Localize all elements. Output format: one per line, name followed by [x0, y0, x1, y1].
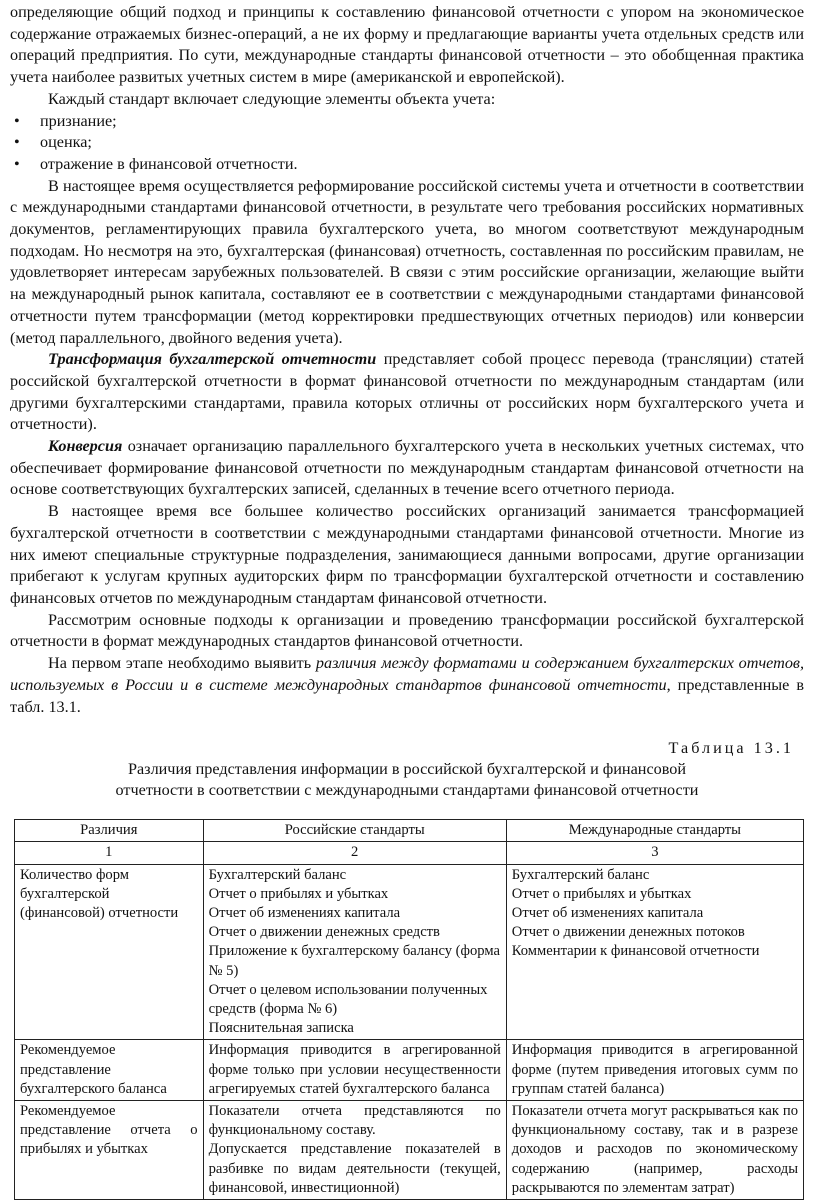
- paragraph-conversion: Конверсия означает организацию параллельного бухгалтерского учета в нескольких учетных системах, что обеспечивает формирование финансовой отчетности по международным стандартам финансовой отчетности на основе соответствующих бухгалтерских записей, сделанных в течение всего отчетного периода.: [10, 437, 804, 499]
- table-cell: Показатели отчета представляются по функциональному составу. Допускается представление показателей в разбивке по видам деятельности (текущей, финансовой, инвестиционной): [203, 1101, 506, 1200]
- table-caption-line-2: отчетности в соответствии с международными стандартами финансовой отчетности: [115, 781, 699, 800]
- paragraph-first-stage: На первом этапе необходимо выявить различия между форматами и содержанием бухгалтерских отчетов, используемых в России и в системе международных стандартов финансовой отчетности, представленные в табл. 13.1.: [10, 654, 805, 716]
- table-column-number-row: [15, 842, 804, 864]
- bullet-glyph: •: [14, 133, 20, 152]
- emphasis-differences: различия между форматами и содержанием бухгалтерских отчетов, используемых в России и в системе международных стандартов финансовой отчетности: [10, 654, 804, 694]
- table-number: Таблица 13.1: [668, 739, 794, 758]
- bullet-list: [10, 111, 804, 176]
- table-cell: Бухгалтерский баланс Отчет о прибылях и убытках Отчет об изменениях капитала Отчет о движении денежных средств Приложение к бухгалтерскому балансу (форма № 5) Отчет о целевом использовании полученных средств (форма № 6) Пояснительная записка: [203, 864, 506, 1040]
- paragraph-elements: Каждый стандарт включает следующие элементы объекта учета:: [48, 89, 496, 108]
- column-number: 1: [15, 842, 204, 864]
- bullet-glyph: •: [14, 154, 20, 173]
- table-cell: Информация приводится в агрегированной форме только при условии несущественности агрегируемых статей бухгалтерского баланса: [203, 1040, 506, 1101]
- table-caption-line-1: Различия представления информации в российской бухгалтерской и финансовой: [127, 760, 687, 779]
- header-russian-standards: Российские стандарты: [203, 820, 506, 842]
- differences-table: [14, 819, 804, 1200]
- table-cell: Бухгалтерский баланс Отчет о прибылях и убытках Отчет об изменениях капитала Отчет о движении денежных потоков Комментарии к финансовой отчетности: [506, 864, 803, 1040]
- list-item: • признание;: [10, 111, 804, 133]
- table-row: [15, 1101, 804, 1200]
- table-cell: Количество форм бухгалтерской (финансовой) отчетности: [15, 864, 204, 1040]
- list-item: • отражение в финансовой отчетности.: [10, 154, 804, 176]
- header-differences: Различия: [15, 820, 204, 842]
- term-transformation: Трансформация бухгалтерской отчетности: [48, 350, 377, 369]
- paragraph-intro: определяющие общий подход и принципы к составлению финансовой отчетности с упором на экономическое содержание отражаемых бизнес-операций, а не их форму и предлагающие варианты учета отдельных средств или операций предприятия. По сути, международные стандарты финансовой отчетности – это обобщенная практика учета наиболее развитых учетных систем в мире (американской и европейской).: [10, 3, 804, 87]
- header-international-standards: Международные стандарты: [506, 820, 803, 842]
- table-row: [15, 864, 804, 1040]
- table-cell: Рекомендуемое представление бухгалтерского баланса: [15, 1040, 204, 1101]
- paragraph-reform: В настоящее время осуществляется реформирование российской системы учета и отчетности в соответствии с международными стандартами финансовой отчетности, в результате чего требования российских нормативных документов, регламентирующих правила бухгалтерского учета, во многом соответствуют международным подходам. Но несмотря на это, бухгалтерская (финансовая) отчетность, составленная по российским правилам, не удовлетворяет интересам зарубежных пользователей. В связи с этим российские организации, желающие выйти на международный рынок капитала, составляют ее в соответствии с международными стандартами финансовой отчетности путем трансформации (метод корректировки предшествующих отчетных периодов) или конверсии (метод параллельного, двойного ведения учета).: [10, 176, 804, 347]
- bullet-glyph: •: [14, 111, 20, 130]
- table-cell: Рекомендуемое представление отчета о прибылях и убытках: [15, 1101, 204, 1200]
- list-item: • оценка;: [10, 132, 804, 154]
- term-conversion: Конверсия: [48, 437, 123, 456]
- paragraph-transformation: Трансформация бухгалтерской отчетности представляет собой процесс перевода (трансляции) статей российской бухгалтерской отчетности в формат финансовой отчетности по международным стандартам (или другими бухгалтерскими стандартами, правила которых отличны от российских норм бухгалтерского учета и отчетности).: [10, 350, 804, 434]
- table-row: [15, 1040, 804, 1101]
- table-cell: Информация приводится в агрегированной форме (путем приведения итоговых сумм по группам статей баланса): [506, 1040, 803, 1101]
- paragraph-organizations: В настоящее время все большее количество российских организаций занимается трансформацией бухгалтерской отчетности в соответствии с международными стандартами финансовой отчетности. Многие из них имеют специальные структурные подразделения, занимающиеся данными вопросами, другие организации прибегают к услугам крупных аудиторских фирм по трансформации бухгалтерской отчетности и составлению финансовых отчетов по международным стандартам финансовой отчетности.: [10, 502, 804, 607]
- paragraph-approaches: Рассмотрим основные подходы к организации и проведению трансформации российской бухгалтерской отчетности в формат международных стандартов финансовой отчетности.: [10, 610, 804, 651]
- column-number: 2: [203, 842, 506, 864]
- table-header-row: [15, 820, 804, 842]
- column-number: 3: [506, 842, 803, 864]
- table-cell: Показатели отчета могут раскрываться как по функциональному составу, так и в разрезе доходов и расходов по экономическому содержанию (например, расходы раскрываются по элементам затрат): [506, 1101, 803, 1200]
